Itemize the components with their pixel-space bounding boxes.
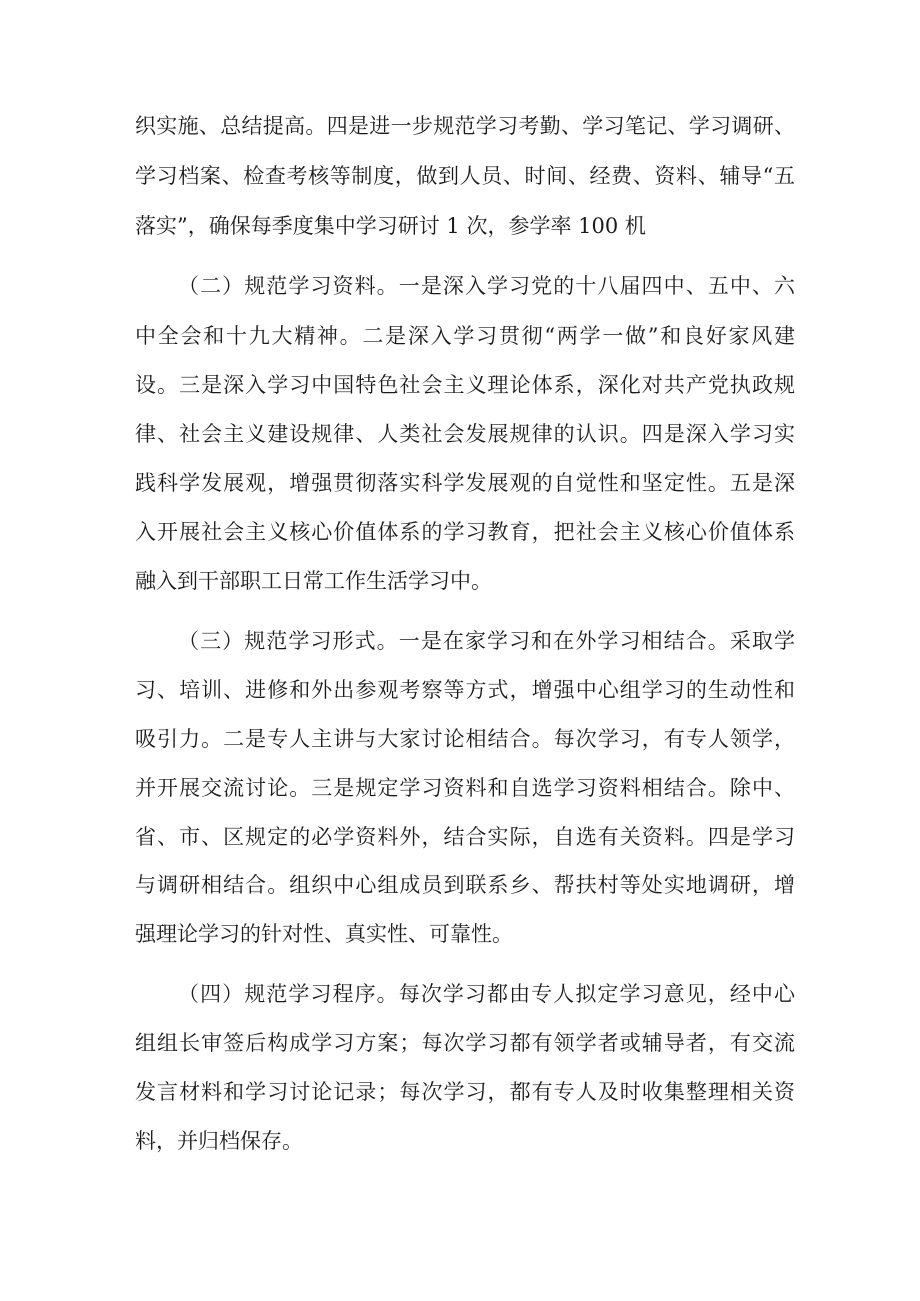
paragraph-3-line-3: 发言材料和学习讨论记录；每次学习，都有专人及时收集整理相关资	[135, 1080, 795, 1104]
paragraph-2-line-5: 省、市、区规定的必学资料外，结合实际，自选有关资料。四是学习	[135, 825, 795, 849]
paragraph-1-line-4: 律、社会主义建设规律、人类社会发展规律的认识。四是深入学习实	[135, 422, 795, 446]
paragraph-1-line-1: （二）规范学习资料。一是深入学习党的十八届四中、五中、六	[178, 274, 795, 298]
paragraph-3-line-1: （四）规范学习程序。每次学习都由专人拟定学习意见，经中心	[178, 982, 795, 1006]
paragraph-0-line-3: 落实”，确保每季度集中学习研讨 1 次，参学率 100 机	[135, 214, 646, 238]
paragraph-1-line-2: 中全会和十九大精神。二是深入学习贯彻“两学一做”和良好家风建	[135, 324, 795, 348]
paragraph-2-line-7: 强理论学习的针对性、真实性、可靠性。	[135, 922, 513, 946]
paragraph-2-line-2: 习、培训、进修和外出参观考察等方式，增强中心组学习的生动性和	[135, 678, 795, 702]
paragraph-2-line-3: 吸引力。二是专人主讲与大家讨论相结合。每次学习，有专人领学，	[135, 727, 795, 751]
paragraph-2-line-4: 并开展交流讨论。三是规定学习资料和自选学习资料相结合。除中、	[135, 776, 795, 800]
paragraph-2-line-1: （三）规范学习形式。一是在家学习和在外学习相结合。采取学	[178, 629, 795, 653]
paragraph-1-line-7: 融入到干部职工日常工作生活学习中。	[135, 569, 492, 593]
paragraph-1-line-5: 践科学发展观，增强贯彻落实科学发展观的自觉性和坚定性。五是深	[135, 471, 795, 495]
paragraph-3-line-4: 料，并归档保存。	[135, 1129, 303, 1153]
paragraph-3-line-2: 组组长审签后构成学习方案；每次学习都有领学者或辅导者，有交流	[135, 1031, 795, 1055]
paragraph-2-line-6: 与调研相结合。组织中心组成员到联系乡、帮扶村等处实地调研，增	[135, 873, 795, 897]
paragraph-1-line-6: 入开展社会主义核心价值体系的学习教育，把社会主义核心价值体系	[135, 520, 795, 544]
paragraph-0-line-2: 学习档案、检查考核等制度，做到人员、时间、经费、资料、辅导“五	[135, 164, 795, 188]
paragraph-1-line-3: 设。三是深入学习中国特色社会主义理论体系，深化对共产党执政规	[135, 373, 795, 397]
paragraph-0-line-1: 织实施、总结提高。四是进一步规范学习考勤、学习笔记、学习调研、	[135, 114, 795, 138]
